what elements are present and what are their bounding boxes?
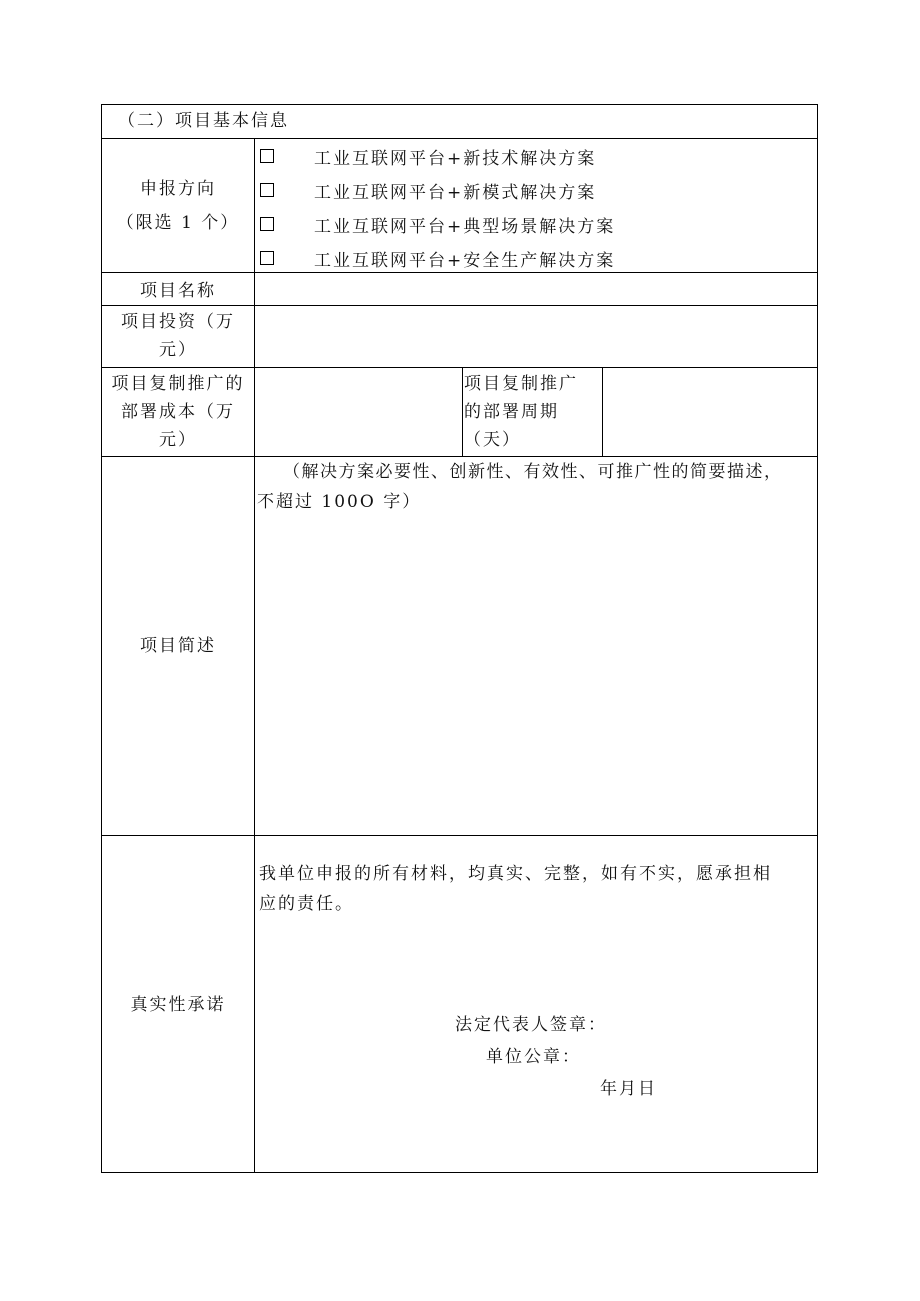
deploy-cost-label [102,370,254,454]
checkbox[interactable] [260,183,274,197]
project-name-label: 项目名称 [140,281,216,301]
commitment-label: 真实性承诺 [130,995,226,1015]
direction-label [102,175,254,237]
investment-label-line1: 项目投资（万 [121,312,235,332]
checkbox[interactable] [260,149,274,163]
deploy-period-field[interactable] [608,371,812,453]
row-divider [102,305,817,306]
deploy-cost-label-line2: 部署成本（万 [121,402,235,422]
direction-option-label: 工业互联网平台+新技术解决方案 [314,148,597,169]
investment-field[interactable] [260,310,810,364]
deploy-cost-field[interactable] [260,371,458,453]
direction-option[interactable] [260,241,615,275]
summary-hint-line1: （解决方案必要性、创新性、有效性、可推广性的简要描述， [283,462,783,482]
signature-date: 年月日 [600,1079,657,1099]
investment-label [102,308,254,364]
direction-option-label: 工业互联网平台+安全生产解决方案 [314,250,616,271]
deploy-cost-label-line3: 元） [159,430,197,450]
deploy-period-label-line1: 项目复制推广 [464,374,578,394]
row-divider [102,456,817,457]
row-divider [102,367,817,368]
summary-hint-line2: 不超过 100O 字） [257,492,422,512]
project-info-form [101,104,818,1173]
summary-label: 项目简述 [140,636,216,656]
deploy-period-label-line3: （天） [464,430,521,450]
unit-seal: 单位公章： [486,1047,581,1067]
direction-option-label: 工业互联网平台+新模式解决方案 [314,182,597,203]
commitment-text-line2: 应的责任。 [259,894,354,914]
checkbox[interactable] [260,251,274,265]
deploy-period-label [464,370,602,454]
direction-option-label: 工业互联网平台+典型场景解决方案 [314,216,616,237]
direction-label-line2: （限选 1 个） [116,213,240,233]
commitment-content [255,836,817,1172]
deploy-period-label-line2: 的部署周期 [464,402,559,422]
checkbox[interactable] [260,217,274,231]
column-divider [462,367,463,456]
summary-field[interactable] [255,458,817,834]
deploy-cost-label-line1: 项目复制推广的 [111,374,245,394]
project-name-field[interactable] [260,277,810,303]
direction-options [255,139,817,272]
direction-label-line1: 申报方向 [140,179,216,199]
commitment-text-line1: 我单位申报的所有材料，均真实、完整，如有不实，愿承担相 [259,864,772,884]
direction-option[interactable] [260,173,596,207]
direction-option[interactable] [260,207,615,241]
column-divider [602,367,603,456]
investment-label-line2: 元） [159,340,197,360]
section-title: （二）项目基本信息 [118,111,289,131]
direction-option[interactable] [260,139,596,173]
legal-representative-signature: 法定代表人签章： [455,1015,607,1035]
